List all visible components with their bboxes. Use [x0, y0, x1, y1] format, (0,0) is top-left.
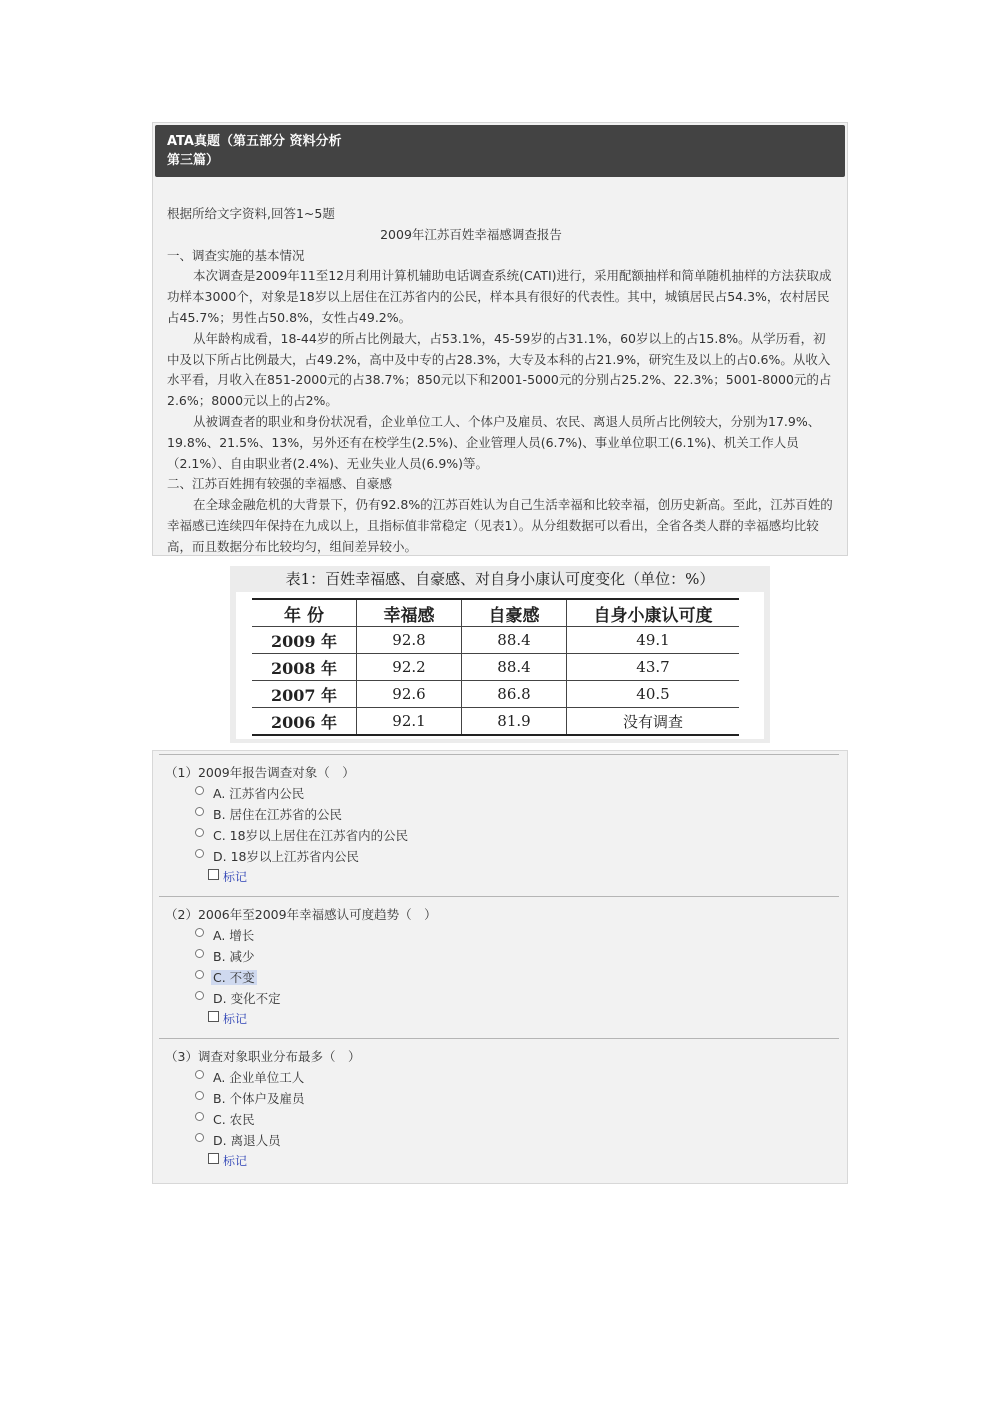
- mark-toggle[interactable]: [165, 1151, 825, 1172]
- mark-toggle[interactable]: [165, 867, 825, 888]
- table-cell: 2008 年: [252, 654, 357, 681]
- table-cell: 43.7: [567, 654, 740, 681]
- report-title: 2009年江苏百姓幸福感调查报告: [380, 226, 562, 242]
- table-header-row: [252, 599, 739, 627]
- table-cell: 没有调查: [567, 708, 740, 736]
- table-cell: 40.5: [567, 681, 740, 708]
- option-d[interactable]: [165, 988, 825, 1009]
- column-header: 自身小康认可度: [567, 599, 740, 627]
- option-a[interactable]: [165, 1067, 825, 1088]
- data-table: [252, 598, 739, 736]
- divider: [159, 754, 839, 755]
- section-header-line2: 第三篇）: [167, 153, 220, 168]
- section-header-line1: ATA真题（第五部分 资料分析: [167, 134, 342, 149]
- radio-button[interactable]: [195, 849, 204, 858]
- radio-button[interactable]: [195, 786, 204, 795]
- question-3: [165, 1046, 825, 1172]
- mark-checkbox[interactable]: [208, 1153, 219, 1164]
- table-cell: 86.8: [462, 681, 567, 708]
- option-label: A. 企业单位工人: [213, 1070, 305, 1085]
- table-cell: 92.8: [357, 627, 462, 654]
- mark-link[interactable]: 标记: [223, 1154, 248, 1168]
- table-row: [252, 654, 739, 681]
- option-c[interactable]: [165, 967, 825, 988]
- radio-button[interactable]: [195, 1133, 204, 1142]
- option-c[interactable]: [165, 825, 825, 846]
- mark-link[interactable]: 标记: [223, 1012, 248, 1026]
- radio-button[interactable]: [195, 949, 204, 958]
- section-heading-1: 一、调查实施的基本情况: [167, 247, 305, 263]
- option-b[interactable]: [165, 804, 825, 825]
- column-header: 年 份: [252, 599, 357, 627]
- mark-toggle[interactable]: [165, 1009, 825, 1030]
- question-1: [165, 762, 825, 888]
- radio-button[interactable]: [195, 1070, 204, 1079]
- table-cell: 2006 年: [252, 708, 357, 736]
- table-cell: 88.4: [462, 627, 567, 654]
- column-header: 自豪感: [462, 599, 567, 627]
- option-d[interactable]: [165, 1130, 825, 1151]
- option-label: C. 不变: [213, 970, 255, 985]
- radio-button[interactable]: [195, 807, 204, 816]
- table-cell: 2007 年: [252, 681, 357, 708]
- option-label: D. 离退人员: [213, 1133, 281, 1148]
- radio-button[interactable]: [195, 991, 204, 1000]
- option-label: C. 农民: [213, 1112, 255, 1127]
- section-header: [155, 125, 845, 177]
- table-cell: 92.2: [357, 654, 462, 681]
- radio-button[interactable]: [195, 928, 204, 937]
- question-title: （3）调查对象职业分布最多（ ）: [165, 1049, 361, 1064]
- table-row: [252, 708, 739, 736]
- table-cell: 2009 年: [252, 627, 357, 654]
- paragraph-1: 本次调查是2009年11至12月利用计算机辅助电话调查系统(CATI)进行，采用配额抽样和简单随机抽样的方法获取成功样本3000个，对象是18岁以上居住在江苏省内的公民，样本具有很好的代表性。其中，城镇居民占54.3%，农村居民占45.7%；男性占50.8%，女性占49.2%。: [167, 268, 832, 325]
- option-label: B. 居住在江苏省的公民: [213, 807, 343, 822]
- question-title: （1）2009年报告调查对象（ ）: [165, 765, 355, 780]
- option-c[interactable]: [165, 1109, 825, 1130]
- mark-link[interactable]: 标记: [223, 870, 248, 884]
- question-2: [165, 904, 825, 1030]
- option-b[interactable]: [165, 1088, 825, 1109]
- radio-button[interactable]: [195, 970, 204, 979]
- table-figure: [230, 566, 770, 743]
- option-label: D. 18岁以上江苏省内公民: [213, 849, 359, 864]
- option-b[interactable]: [165, 946, 825, 967]
- option-label: B. 减少: [213, 949, 255, 964]
- option-label: A. 增长: [213, 928, 255, 943]
- paragraph-3: 从被调查者的职业和身份状况看，企业单位工人、个体户及雇员、农民、离退人员所占比例较大，分别为17.9%、19.8%、21.5%、13%，另外还有在校学生(2.5%)、企业管理人员(6.7%)、事业单位职工(6.1%)、机关工作人员（2.1%）、自由职业者(2.4%)、无业失业人员(6.9%)等。: [167, 413, 821, 471]
- divider: [159, 896, 839, 897]
- option-label: A. 江苏省内公民: [213, 786, 305, 801]
- option-label: C. 18岁以上居住在江苏省内的公民: [213, 828, 409, 843]
- paragraph-4: 在全球金融危机的大背景下，仍有92.8%的江苏百姓认为自己生活幸福和比较幸福，创历史新高。至此，江苏百姓的幸福感已连续四年保持在九成以上，且指标值非常稳定（见表1）。从分组数据可以看出，全省各类人群的幸福感均比较高，而且数据分布比较均匀，组间差异较小。: [167, 497, 833, 554]
- option-a[interactable]: [165, 925, 825, 946]
- option-label: D. 变化不定: [213, 991, 281, 1006]
- radio-button[interactable]: [195, 828, 204, 837]
- mark-checkbox[interactable]: [208, 1011, 219, 1022]
- question-title: （2）2006年至2009年幸福感认可度趋势（ ）: [165, 907, 437, 922]
- option-a[interactable]: [165, 783, 825, 804]
- table-cell: 92.6: [357, 681, 462, 708]
- table-cell: 88.4: [462, 654, 567, 681]
- table-cell: 81.9: [462, 708, 567, 736]
- radio-button[interactable]: [195, 1091, 204, 1100]
- table-caption: 表1：百姓幸福感、自豪感、对自身小康认可度变化（单位：%）: [285, 570, 715, 588]
- table-cell: 49.1: [567, 627, 740, 654]
- table-row: [252, 681, 739, 708]
- option-label: B. 个体户及雇员: [213, 1091, 305, 1106]
- table-cell: 92.1: [357, 708, 462, 736]
- divider: [159, 1038, 839, 1039]
- column-header: 幸福感: [357, 599, 462, 627]
- table-image: [236, 592, 764, 739]
- radio-button[interactable]: [195, 1112, 204, 1121]
- option-d[interactable]: [165, 846, 825, 867]
- table-row: [252, 627, 739, 654]
- section-heading-2: 二、江苏百姓拥有较强的幸福感、自豪感: [167, 476, 393, 492]
- passage-intro: 根据所给文字资料,回答1~5题: [167, 206, 335, 221]
- paragraph-2: 从年龄构成看，18-44岁的所占比例最大，占53.1%，45-59岁的占31.1%，60岁以上的占15.8%。从学历看，初中及以下所占比例最大，占49.2%，高中及中专的占28.3%，大专及本科的占21.9%，研究生及以上的占0.6%。从收入水平看，月收入在851-2000元的占38.7%；850元以下和2001-5000元的分别占25.2%、22.3%；5001-8000元的占2.6%；8000元以上的占2%。: [167, 330, 832, 409]
- mark-checkbox[interactable]: [208, 869, 219, 880]
- passage-text: [167, 204, 835, 558]
